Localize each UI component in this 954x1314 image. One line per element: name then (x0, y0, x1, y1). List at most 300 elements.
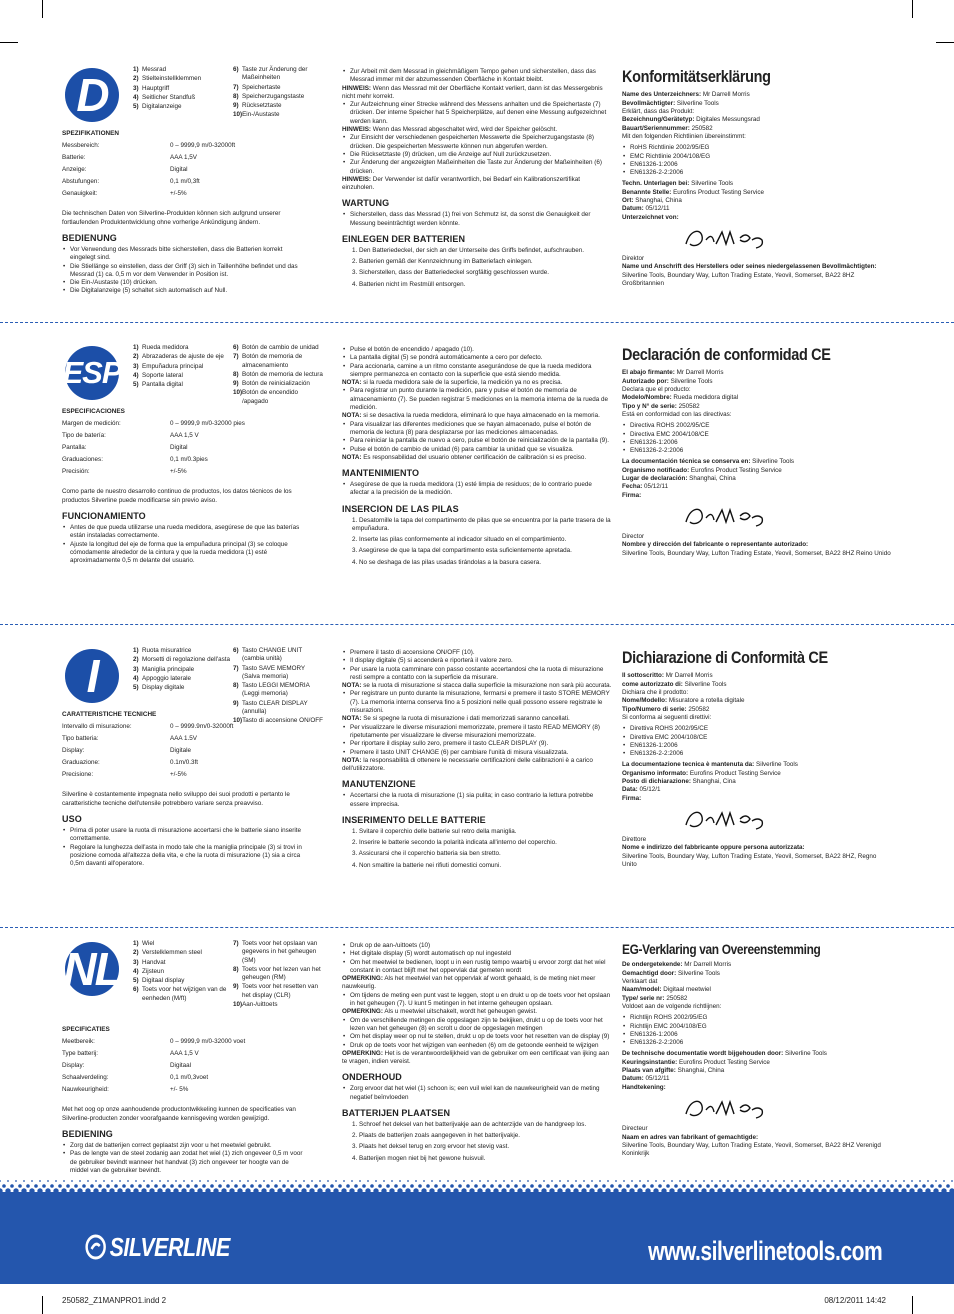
spec-note: Die technischen Daten von Silverline-Produkten können sich aufgrund unserer fortlaufenden Produktentwicklung ohne vorherige Ankündigung ändern. (62, 210, 281, 226)
part-label: Botón de memoria de almacenamiento (242, 353, 303, 369)
declaration-line (622, 411, 892, 419)
note-label: NOTA: (342, 379, 362, 387)
operation-bullet (342, 159, 612, 176)
part-label: Rücksetztaste (242, 102, 282, 110)
part-label: Aan-/uittoets (242, 1001, 278, 1009)
operation-item: • Om het display weer op nul te stellen, drukt u op de toets voor het resetten van de display (9) (350, 1033, 612, 1041)
crop-mark (936, 42, 954, 43)
part-label: Ruota misuratrice (142, 647, 192, 654)
parts-column (233, 940, 323, 1010)
operation-item: • Per riportare il display sullo zero, premere il tasto CLEAR DISPLAY (9). (350, 740, 612, 748)
part-item (133, 666, 231, 674)
use-list (62, 1142, 307, 1175)
part-label: Speicherzugangstaste (242, 92, 305, 100)
declaration-label: Nome/Modello: (622, 697, 668, 705)
part-item (133, 85, 231, 93)
specs-column (62, 1026, 307, 1175)
directive-item: • Direttiva EMC 2004/108/CE (630, 734, 892, 742)
operation-item: • Zur Arbeit mit dem Messrad in gleichmäßigem Tempo gehen und sicherstellen, dass das Messrad immer mit der abzumessenden Oberfläche in Kontakt bleibt. (350, 68, 612, 85)
part-label: Tasto CLEAR DISPLAY (annulla) (242, 699, 308, 716)
declaration-line (622, 189, 892, 197)
part-item (233, 111, 323, 119)
directive-item: • EN61326-2-2:2006 (630, 447, 892, 455)
part-label: Ein-/Austaste (242, 111, 280, 119)
declaration-line (622, 970, 892, 978)
spec-row (62, 140, 307, 152)
part-number: 8) (233, 370, 239, 378)
part-label: Morsetti di regolazione dell'asta (142, 656, 231, 664)
part-label: Taste zur Änderung der Maßeinheiten (242, 66, 308, 82)
operation-item: • Per visualizzare le diverse misurazioni memorizzate, premere il tasto READ MEMORY (8) ripetutamente per visualizzare le diverse misurazioni memorizzate. (350, 724, 612, 741)
part-label: Digitaal display (142, 977, 185, 985)
spec-key: Graduaciones: (62, 456, 103, 464)
declaration-label: Bauart/Seriennummer: (622, 124, 690, 132)
operation-bullet (342, 749, 612, 757)
part-label: Verstelklemmen steel (142, 949, 202, 957)
declaration-value: Shanghai, China (687, 475, 736, 482)
section-spanish (0, 340, 954, 624)
battery-step: 2. Batterien gemäß der Kennzeichnung im Batteriefach einlegen. (352, 258, 533, 266)
spec-key: Display: (62, 747, 85, 755)
part-item (233, 84, 323, 92)
section-dutch (0, 936, 954, 1186)
note-line (342, 682, 612, 690)
declaration-value: Silverline Tools (689, 180, 734, 188)
note-line (342, 379, 612, 387)
note-line (342, 1050, 612, 1067)
operation-item: • Om tijdens de meting een punt vast te leggen, stopt u en drukt u op de toets voor het opslaan in het geheugen (7). U kunt 5 metingen in het interne geheugen opslaan. (350, 992, 612, 1009)
battery-step: 4. Batterien nicht im Restmüll entsorgen. (352, 280, 466, 288)
file-name: 250582_Z1MANPRO1.indd 2 (62, 1296, 167, 1305)
declaration-value: Está en conformidad con las directivas: (622, 410, 732, 418)
operation-text (342, 649, 612, 773)
declaration-value: 05/12/11 (643, 1075, 670, 1083)
section-divider (0, 927, 954, 928)
print-date: 08/12/2011 14:42 (824, 1296, 886, 1305)
declaration-line (622, 1067, 892, 1075)
battery-step: 1. Schroef het deksel van het batterijvakje aan de achterzijde van de handgreep los. (352, 1120, 587, 1128)
directive-item: • Directiva ROHS 2002/95/CE (630, 422, 892, 430)
note-text: Als u meetwiel uitschakelt, wordt het geheugen gewist. (382, 1008, 537, 1016)
operation-item: • Premere il tasto di accensione ON/OFF (10). (350, 649, 612, 657)
specs-heading: SPEZIFIKATIONEN (62, 130, 120, 137)
spec-key: Tipo de batería: (62, 432, 106, 440)
declaration-label: Lugar de declaración: (622, 475, 688, 482)
part-number: 2) (133, 656, 139, 664)
battery-step: 2. Plaats de batterijen zoals aangegeven in het batterijvakje. (352, 1132, 521, 1140)
directive-item: • RoHS Richtlinie 2002/95/EG (630, 144, 892, 152)
declaration-value: Silverline Tools (754, 761, 798, 769)
note-line (342, 975, 612, 992)
note-text: Se si spegne la ruota di misurazione i dati memorizzati saranno cancellati. (361, 715, 570, 723)
part-number: 2) (133, 949, 139, 957)
spec-value: 0 – 9999,9 m/0-32000 pies (170, 420, 245, 428)
declaration-line (622, 1003, 892, 1011)
use-item: • Zorg dat de batterijen correct geplaatst zijn voor u het meetwiel gebruikt. (70, 1142, 307, 1150)
part-item (233, 66, 323, 83)
declaration-line (622, 180, 892, 188)
spec-key: Display: (62, 1062, 85, 1070)
battery-steps (342, 828, 612, 870)
declaration-value: Silverline Tools (668, 377, 713, 385)
spec-row (62, 721, 307, 733)
use-item: • Prima di poter usare la ruota di misurazione accertarsi che le batterie siano inserite correttamente. (70, 827, 307, 844)
operation-bullet (342, 950, 612, 958)
part-label: Empuñadura principal (142, 362, 204, 370)
declaration-label: Keuringsinstantie: (622, 1058, 678, 1066)
instructions-column (342, 346, 612, 570)
spec-value: 0 – 9999,9 m/0-32000 voet (170, 1038, 246, 1046)
declaration-value: Silverline Tools (682, 680, 727, 688)
directive-item: • Direttiva ROHS 2002/95/CE (630, 725, 892, 733)
part-item (233, 371, 323, 379)
part-number: 8) (233, 965, 239, 973)
note-label: NOTA: (342, 412, 362, 420)
parts-column (233, 66, 323, 121)
declaration-value: Rueda medidora digital (671, 394, 739, 402)
section-divider (0, 624, 954, 625)
maintenance-list (342, 792, 612, 809)
battery-heading: INSERIMENTO DELLE BATTERIE (342, 814, 486, 825)
part-label: Abrazaderas de ajuste de eje (142, 353, 224, 361)
operation-bullet (342, 1033, 612, 1041)
spec-value: AAA 1,5 V (170, 432, 199, 440)
specs-heading: ESPECIFICACIONES (62, 408, 125, 415)
part-label: Tasto CHANGE UNIT (cambia unità) (242, 647, 303, 663)
part-number: 8) (233, 92, 239, 100)
declaration-line (622, 1059, 892, 1067)
note-text: la responsabilità di ottenere le necessarie certificazioni delle calibrazioni è a carico dell'utilizzatore. (342, 756, 593, 773)
spec-note: Met het oog op onze aanhoudende productontwikkeling kunnen de specificaties van Silverline-producten zonder voorafgaande kennisgeving worden gewijzigd. (62, 1106, 296, 1122)
website-url[interactable]: www.silverlinetools.com (647, 1236, 882, 1266)
part-label: Hauptgriff (142, 84, 170, 92)
declaration-line (622, 697, 892, 705)
operation-bullet (342, 134, 612, 151)
part-item (233, 983, 323, 1000)
part-number: 10) (233, 717, 243, 725)
battery-step: 2. Inserire le batterie secondo la polarità indicata all'interno del coperchio. (352, 839, 557, 847)
directive-item: • EN61326-1:2006 (630, 742, 892, 750)
address-heading (622, 1134, 892, 1142)
use-list (62, 827, 307, 868)
spec-value: AAA 1.5V (170, 735, 197, 743)
section-german (0, 62, 954, 322)
address-label: Naam en adres van fabrikant of gemachtigde: (622, 1133, 759, 1141)
spec-value: +/-5% (170, 771, 187, 779)
part-number: 7) (233, 83, 239, 91)
declaration-line (622, 1084, 892, 1092)
parts-column (133, 344, 231, 390)
spec-key: Abstufungen: (62, 178, 100, 186)
declaration-line (622, 961, 892, 969)
spec-row (62, 1072, 307, 1084)
note-label: NOTA: (342, 715, 362, 723)
part-number: 3) (133, 958, 139, 966)
operation-bullet (342, 992, 612, 1009)
declaration-label: Naam/model: (622, 986, 662, 994)
spec-row (62, 1048, 307, 1060)
directive-item: • EMC Richtlinie 2004/108/EG (630, 153, 892, 161)
spec-note: Como parte de nuestro desarrollo continuo de productos, los datos técnicos de los productos Silverline puede modificarse sin previo aviso. (62, 488, 292, 504)
directive-item: • EN61326-1:2006 (630, 161, 892, 169)
declaration-line (622, 1075, 892, 1083)
spec-value: 0,1 m/0.3pies (170, 456, 208, 464)
declaration-label: Unterzeichnet von: (622, 213, 679, 221)
declaration-title: Declaración de conformidad CE (622, 345, 831, 364)
part-item (133, 959, 231, 967)
part-label: Display digitale (142, 684, 185, 692)
logo-mark-icon (85, 1234, 106, 1260)
declaration-label: Organismo notificado: (622, 466, 690, 474)
part-item (133, 94, 231, 102)
declaration-value: 250582 (664, 994, 688, 1002)
part-number: 4) (133, 967, 139, 975)
declaration-line (622, 795, 892, 803)
declaration-label: Datum: (622, 205, 644, 213)
battery-step: 3. Plaats het deksel terug en zorg ervoor het stevig vast. (352, 1143, 510, 1151)
declaration-line (622, 133, 892, 141)
signature-image (682, 226, 772, 250)
address-label: Name und Anschrift des Herstellers oder seines niedergelassenen Bevollmächtigten: (622, 263, 877, 271)
brand-logo (85, 1233, 230, 1261)
declaration-value: Mit den folgenden Richtlinien übereinstimmt: (622, 132, 746, 140)
declaration-value: Mr Darrell Morris (701, 91, 750, 99)
part-label: Speichertaste (242, 83, 281, 91)
battery-steps (342, 1121, 612, 1163)
part-number: 3) (133, 84, 139, 92)
note-label: NOTA: (342, 756, 362, 764)
part-number: 9) (233, 699, 239, 707)
part-label: Stielteinstellklemmen (142, 75, 202, 83)
maintenance-list (342, 481, 612, 498)
declaration-label: Name des Unterzeichners: (622, 91, 702, 99)
operation-bullet (342, 363, 612, 380)
part-number: 3) (133, 665, 139, 673)
spec-key: Messbereich: (62, 142, 100, 150)
use-heading: BEDIENUNG (62, 233, 117, 244)
declaration-label: La documentación técnica se conserva en: (622, 458, 751, 466)
maintenance-list (342, 211, 612, 228)
battery-steps (342, 517, 612, 567)
declaration-label: Modelo/Nombre: (622, 394, 672, 402)
part-number: 4) (133, 674, 139, 682)
crop-mark (42, 0, 43, 18)
specs-column (62, 408, 307, 565)
note-label: NOTA: (342, 453, 362, 461)
operation-item: • Die Rücksetztaste (9) drücken, um die Anzeige auf Null zurückzusetzen. (350, 151, 612, 159)
operation-item: • Om het meetwiel te bedienen, loopt u in een rustig tempo waarbij u ervoor zorgt dat het wiel constant in contact blijft met het oppervlak dat gemeten wordt (350, 959, 612, 976)
declaration-value: Eurofins Product Testing Service (689, 466, 782, 474)
operation-item: • Premere il tasto UNIT CHANGE (6) per cambiare l'unità di misura visualizzata. (350, 749, 612, 757)
spec-row (62, 176, 307, 188)
operation-bullet (342, 68, 612, 85)
specs-heading: CARATTERISTICHE TECNICHE (62, 711, 157, 718)
declaration-line (622, 91, 892, 99)
part-label: Seitlicher Standfuß (142, 93, 196, 101)
part-number: 2) (133, 353, 139, 361)
note-text: Der Verwender ist dafür verantwortlich, bei Bedarf ein Kalibrationszertifikat einzuholen. (342, 175, 580, 192)
part-item (133, 75, 231, 83)
declaration-label: Techn. Unterlagen bei: (622, 180, 690, 188)
part-number: 1) (133, 940, 139, 947)
declaration-value: 250582 (676, 402, 700, 410)
declaration-line (622, 761, 892, 769)
part-item (133, 986, 231, 1003)
language-badge: D (65, 68, 119, 122)
note-label: OPMERKING: (342, 1008, 383, 1016)
operation-bullet (342, 1042, 612, 1050)
operation-bullet (342, 724, 612, 741)
directives-list (622, 1014, 892, 1047)
manufacturer-address: Silverline Tools, Boundary Way, Lufton Trading Estate, Yeovil, Somerset, BA22 8HZ, Regno Unito (622, 852, 877, 869)
spec-value: 0 – 9999.9m/0-32000ft (170, 723, 234, 731)
note-line (342, 126, 612, 134)
section-italian (0, 643, 954, 927)
declaration-value: Eurofins Product Testing Service (688, 769, 781, 777)
declaration-value: 250582 (686, 705, 710, 713)
part-number: 3) (133, 362, 139, 370)
operation-item: • Il display digitale (5) si accenderà e riporterà il valore zero. (350, 657, 612, 665)
language-badge: ESP (65, 346, 119, 400)
declaration-label: Handtekening: (622, 1083, 666, 1091)
part-label: Digitalanzeige (142, 103, 182, 111)
battery-step: 3. Assicurarsi che il coperchio batteria sia ben stretto. (352, 850, 501, 858)
declaration-value: Eurofins Product Testing Service (671, 188, 764, 196)
declaration-label: De ondergetekende: (622, 961, 683, 969)
declaration-label: La documentazione tecnica è mantenuta da: (622, 761, 755, 769)
declaration-value: Shanghai, China (633, 197, 682, 204)
declaration-column (622, 344, 892, 558)
part-number: 7) (233, 353, 239, 361)
declaration-line (622, 986, 892, 994)
note-line (342, 85, 612, 102)
battery-step: 1. Desatornille la tapa del compartimento de pilas que se encuentra por la parte trasera de la empuñadura. (352, 516, 611, 532)
manufacturer-address: Silverline Tools, Boundary Way, Lufton Trading Estate, Yeovil, Somerset, BA22 8HZ Verenigd Koninkrijk (622, 1141, 881, 1158)
part-number: 1) (133, 344, 139, 351)
spec-value: +/-5% (170, 190, 187, 198)
declaration-label: Il sottoscritto: (622, 672, 664, 680)
crop-mark (912, 0, 913, 18)
part-number: 5) (133, 977, 139, 985)
part-label: Toets voor het resetten van het display (CLR) (242, 983, 318, 999)
spec-key: Anzeige: (62, 166, 87, 174)
declaration-label: Bevollmächtigter: (622, 99, 676, 107)
part-number: 1) (133, 647, 139, 654)
part-number: 2) (133, 75, 139, 83)
spec-key: Schaalverdeling: (62, 1074, 109, 1082)
spec-key: Genauigkeit: (62, 190, 98, 198)
battery-heading: EINLEGEN DER BATTERIEN (342, 233, 466, 244)
use-heading: BEDIENING (62, 1129, 113, 1140)
battery-step: 1. Svitare il coperchio delle batterie sul retro della maniglia. (352, 827, 517, 835)
section-divider (0, 322, 954, 323)
spec-row (62, 466, 307, 478)
declaration-line (622, 706, 892, 714)
declaration-line (622, 125, 892, 133)
directive-item: • EN61326-2-2:2006 (630, 750, 892, 758)
maintenance-item: • Accertarsi che la ruota di misurazione (1) sia pulita; in caso contrario la lettura potrebbe essere imprecisa. (350, 792, 612, 809)
instructions-column (342, 649, 612, 873)
declaration-label: Datum: (622, 1075, 644, 1083)
part-item (133, 656, 231, 664)
operation-bullet (342, 1017, 612, 1034)
part-item (133, 949, 231, 957)
manufacturer-address: Silverline Tools, Boundary Way, Lufton Trading Estate, Yeovil, Somerset, BA22 8HZ Großbritannien (622, 271, 855, 288)
declaration-line (622, 394, 892, 402)
part-item (133, 372, 231, 380)
declaration-line (622, 492, 892, 500)
declaration-value: 05/12/11 (643, 205, 670, 213)
declaration-line (622, 475, 892, 483)
part-item (133, 66, 231, 74)
spec-row (62, 164, 307, 176)
declaration-line (622, 1050, 892, 1058)
part-label: Botón de encendido /apagado (242, 389, 299, 405)
spec-value: 0 – 9999,9 m/0-32000ft (170, 142, 236, 150)
declaration-label: Tipo/Numero di serie: (622, 705, 687, 713)
declaration-column (622, 647, 892, 869)
spec-row (62, 430, 307, 442)
declaration-value: Erklärt, dass das Produkt: (622, 108, 695, 116)
declaration-value: Silverline Tools (676, 969, 720, 977)
signature-image (682, 504, 772, 528)
spec-row (62, 442, 307, 454)
spec-row (62, 745, 307, 757)
specs-table (62, 721, 307, 781)
note-label: HINWEIS: (342, 126, 372, 134)
operation-item: • Druk op de toets voor het wijzigen van eenheden (6) om de getoonde eenheid te wijzigen (350, 1042, 612, 1050)
battery-step: 1. Den Batteriedeckel, der sich an der Unterseite des Griffs befindet, aufschrauben. (352, 246, 584, 254)
declaration-value: Silverline Tools (675, 99, 719, 107)
declaration-line (622, 672, 892, 680)
declaration-line (622, 214, 892, 222)
declaration-label: Autorizado por: (622, 377, 669, 385)
declaration-value: Digitaal meetwiel (661, 986, 711, 994)
part-item (233, 102, 323, 110)
operation-item: • Zur Aufzeichnung einer Strecke während des Messens anhalten und die Speichertaste (7) drücken. Der interne Speicher hat 5 Speicherplätze, auf denen eine Messung aufgezeichnet werden kann. (350, 101, 612, 126)
declaration-line (622, 978, 892, 986)
part-number: 5) (133, 103, 139, 111)
spec-value: AAA 1,5 V (170, 1050, 199, 1058)
crop-mark (42, 1296, 43, 1314)
note-text: Het is de verantwoordelijkheid van de gebruiker om een certificaat van ijking aan te vragen, indien vereist. (342, 1049, 610, 1066)
address-label: Nombre y dirección del fabricante o representante autorizado: (622, 541, 809, 549)
use-list (62, 246, 307, 296)
spec-key: Graduazione: (62, 759, 100, 767)
declaration-line (622, 458, 892, 466)
declaration-title: Dichiarazione di Conformità CE (622, 648, 828, 667)
part-item (133, 940, 231, 948)
declaration-label: Firma: (622, 794, 642, 802)
operation-item: • Om de verschillende metingen die opgeslagen zijn te bekijken, drukt u op de toets voor het lezen van het geheugen (8) en scrolt u door de opgeslagen metingen (350, 1017, 612, 1034)
operation-item: • La pantalla digital (5) se pondrá automáticamente a cero por defecto. (350, 354, 612, 362)
operation-item: • Para accionarla, camine a un ritmo constante asegurándose de que la rueda medidora siempre permanezca en contacto con la superficie que está siendo medida. (350, 363, 612, 380)
operation-bullet (342, 666, 612, 683)
part-item (233, 682, 323, 699)
declaration-value: Misuratore a rotella digitale (667, 697, 745, 705)
spec-value: +/- 5% (170, 1086, 189, 1094)
use-item: • Vor Verwendung des Messrads bitte sicherstellen, dass die Batterien korrekt eingelegt sind. (70, 246, 307, 263)
part-item (233, 966, 323, 983)
signatory-role: Director (622, 533, 645, 541)
specs-table (62, 140, 307, 200)
use-heading: FUNCIONAMIENTO (62, 511, 146, 522)
crop-mark (0, 42, 18, 43)
part-item (233, 940, 323, 965)
note-text: se la ruota di misurazione si stacca dalla superficie la misurazione non sarà più accurata. (361, 682, 612, 690)
note-text: Als het meetwiel van het oppervlak af wordt gehaald, is de meting niet meer nauwkeurig. (342, 975, 596, 991)
use-item: • Die Stiellänge so einstellen, dass der Griff (3) sich in Taillenhöhe befindet und das Messrad (1) ca. 0,5 m vor dem Verwender in Position ist. (70, 263, 307, 280)
